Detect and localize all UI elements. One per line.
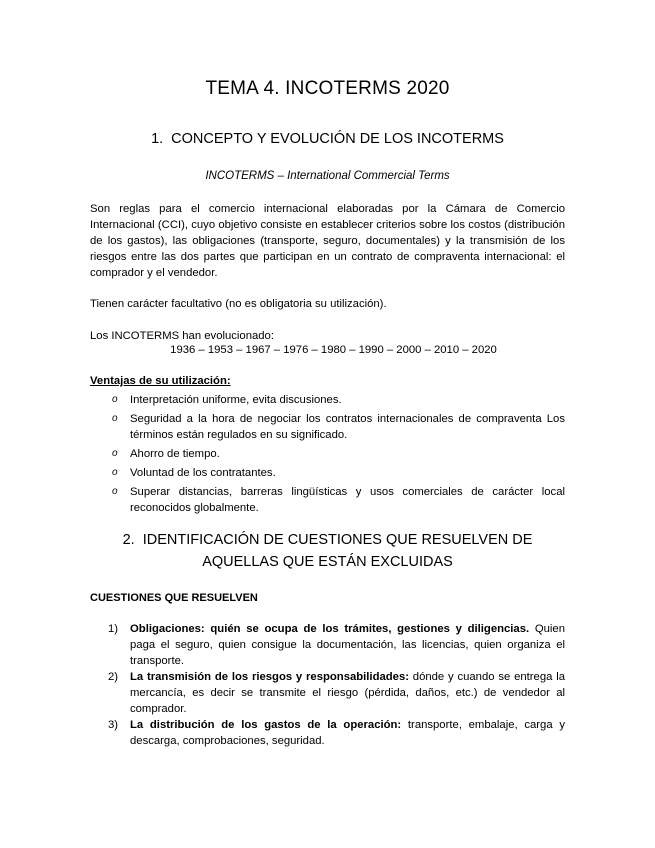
advantages-label-text: Ventajas de su utilización — [90, 375, 227, 387]
list-item-text: Voluntad de los contratantes. — [130, 467, 276, 479]
item-bold-text: La transmisión de los riesgos y responsabilidades: — [130, 671, 409, 683]
section-1-subtitle: INCOTERMS – International Commercial Terms — [205, 170, 450, 182]
questions-resolved-label: CUESTIONES QUE RESUELVEN — [90, 592, 258, 604]
item-bold-text: La distribución de los gastos de la operación: — [130, 719, 402, 731]
item-text: transporte, embalaje, carga y descarga, comprobaciones, seguridad. — [130, 719, 565, 747]
section-1-number: 1. — [151, 131, 164, 147]
list-item — [112, 484, 565, 516]
bullet-marker: o — [112, 486, 118, 497]
advantages-label-colon: : — [226, 375, 231, 387]
section-1-heading-text: CONCEPTO Y EVOLUCIÓN DE LOS INCOTERMS — [171, 131, 504, 147]
bullet-marker: o — [112, 448, 118, 459]
evolution-paragraph: Los INCOTERMS han evolucionado: — [90, 330, 274, 342]
list-item-text: Interpretación uniforme, evita discusiones. — [130, 394, 342, 406]
list-item-text: Ahorro de tiempo. — [130, 448, 220, 460]
list-item — [112, 411, 565, 443]
section-2-heading-text-1: IDENTIFICACIÓN DE CUESTIONES QUE RESUELVEN DE — [142, 532, 533, 548]
bullet-marker: o — [112, 467, 118, 478]
list-item — [112, 392, 565, 408]
definition-paragraph: Son reglas para el comercio internacional elaboradas por la Cámara de Comercio Internacional (CCI), cuyo objetivo consiste en establecer criterios sobre los costos (distribución de los gastos), las obligaciones (transporte, seguro, documentales) y la transmisión de los riesgos entre las dos partes que participan en un contrato de compraventa internacional: el comprador y el vendedor. — [90, 203, 565, 279]
list-item-text: Seguridad a la hora de negociar los contratos internacionales de compraventa Los términos están regulados en su significado. — [130, 413, 565, 441]
bullet-marker: o — [112, 413, 118, 424]
item-number: 2) — [108, 671, 119, 683]
bullet-marker: o — [112, 394, 118, 405]
section-2-heading-line-2: AQUELLAS QUE ESTÁN EXCLUIDAS — [202, 554, 453, 570]
list-item — [108, 621, 565, 669]
item-text: Quien paga el seguro, quien consigue la documentación, las licencias, quien organiza el transporte. — [130, 623, 565, 667]
section-2-heading — [0, 529, 655, 573]
optional-paragraph: Tienen carácter facultativo (no es obligatoria su utilización). — [90, 298, 387, 310]
evolution-years: 1936 – 1953 – 1967 – 1976 – 1980 – 1990 – 2000 – 2010 – 2020 — [170, 344, 497, 356]
list-item — [112, 446, 565, 462]
section-2-number: 2. — [122, 532, 135, 548]
document-title: TEMA 4. INCOTERMS 2020 — [205, 78, 450, 99]
section-1-heading — [0, 128, 655, 150]
item-bold-text: Obligaciones: quién se ocupa de los trámites, gestiones y diligencias. — [130, 623, 530, 635]
item-number: 3) — [108, 719, 119, 731]
list-item — [108, 717, 565, 749]
list-item — [108, 669, 565, 717]
item-text: dónde y cuando se entrega la mercancía, es decir se transmite el riesgo (pérdida, daños, etc.) de vendedor al comprador. — [130, 671, 565, 715]
item-number: 1) — [108, 623, 119, 635]
list-item — [112, 465, 565, 481]
advantages-label — [90, 375, 231, 387]
questions-resolved-list — [108, 621, 565, 749]
list-item-text: Superar distancias, barreras lingüísticas y usos comerciales de carácter local reconocidos globalmente. — [130, 486, 565, 514]
advantages-list — [112, 392, 565, 519]
section-2-heading-line-1 — [0, 529, 655, 551]
